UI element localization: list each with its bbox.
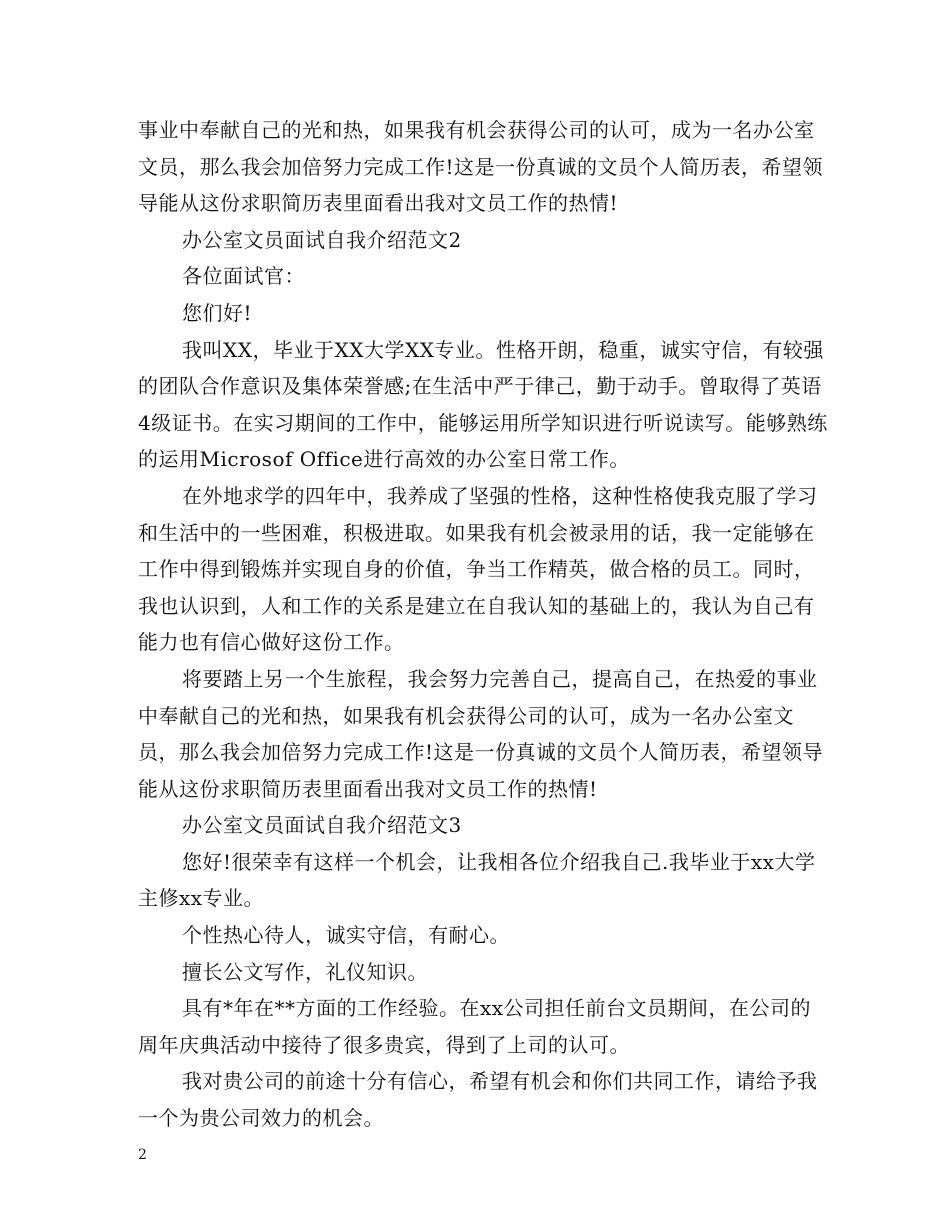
paragraph-skills: 擅长公文写作，礼仪知识。 — [182, 959, 428, 984]
document-body — [138, 112, 828, 1137]
paragraph-experience: 具有*年在**方面的工作经验。在xx公司担任前台文员期间，在公司的周年庆典活动中接待了很多贵宾，得到了上司的认可。 — [138, 996, 812, 1057]
paragraph-study-experience: 在外地求学的四年中，我养成了坚强的性格，这种性格使我克服了学习和生活中的一些困难，积极进取。如果我有机会被录用的话，我一定能够在工作中得到锻炼并实现自身的价值，争当工作精英，做合格的员工。同时，我也认识到，人和工作的关系是建立在自我认知的基础上的，我认为自己有能力也有信心做好这份工作。 — [138, 483, 818, 655]
paragraph-continuation: 事业中奉献自己的光和热，如果我有机会获得公司的认可，成为一名办公室文员，那么我会加倍努力完成工作!这是一份真诚的文员个人简历表，希望领导能从这份求职简历表里面看出我对文员工作的热情! — [138, 118, 824, 216]
section-heading-sample-2: 办公室文员面试自我介绍范文2 — [182, 227, 462, 252]
paragraph-opening: 您好!很荣幸有这样一个机会，让我相各位介绍我自己.我毕业于xx大学主修xx专业。 — [138, 849, 816, 911]
page-number: 2 — [138, 1147, 147, 1163]
paragraph-closing: 将要踏上另一个生旅程，我会努力完善自己，提高自己，在热爱的事业中奉献自己的光和热，如果我有机会获得公司的认可，成为一名办公室文员，那么我会加倍努力完成工作!这是一份真诚的文员个人简历表，希望领导能从这份求职简历表里面看出我对文员工作的热情! — [138, 666, 824, 801]
paragraph-introduction: 我叫XX，毕业于XX大学XX专业。性格开朗，稳重，诚实守信，有较强的团队合作意识及集体荣誉感;在生活中严于律己，勤于动手。曾取得了英语4级证书。在实习期间的工作中，能够运用所学知识进行听说读写。能够熟练的运用Microsof Office进行高效的办公室日常工作。 — [138, 337, 828, 472]
paragraph-final: 我对贵公司的前途十分有信心，希望有机会和你们共同工作，请给予我一个为贵公司效力的机会。 — [138, 1069, 818, 1131]
greeting: 您们好! — [182, 300, 253, 325]
paragraph-personality: 个性热心待人，诚实守信，有耐心。 — [182, 923, 510, 948]
section-heading-sample-3: 办公室文员面试自我介绍范文3 — [182, 813, 462, 838]
salutation: 各位面试官： — [182, 264, 305, 289]
